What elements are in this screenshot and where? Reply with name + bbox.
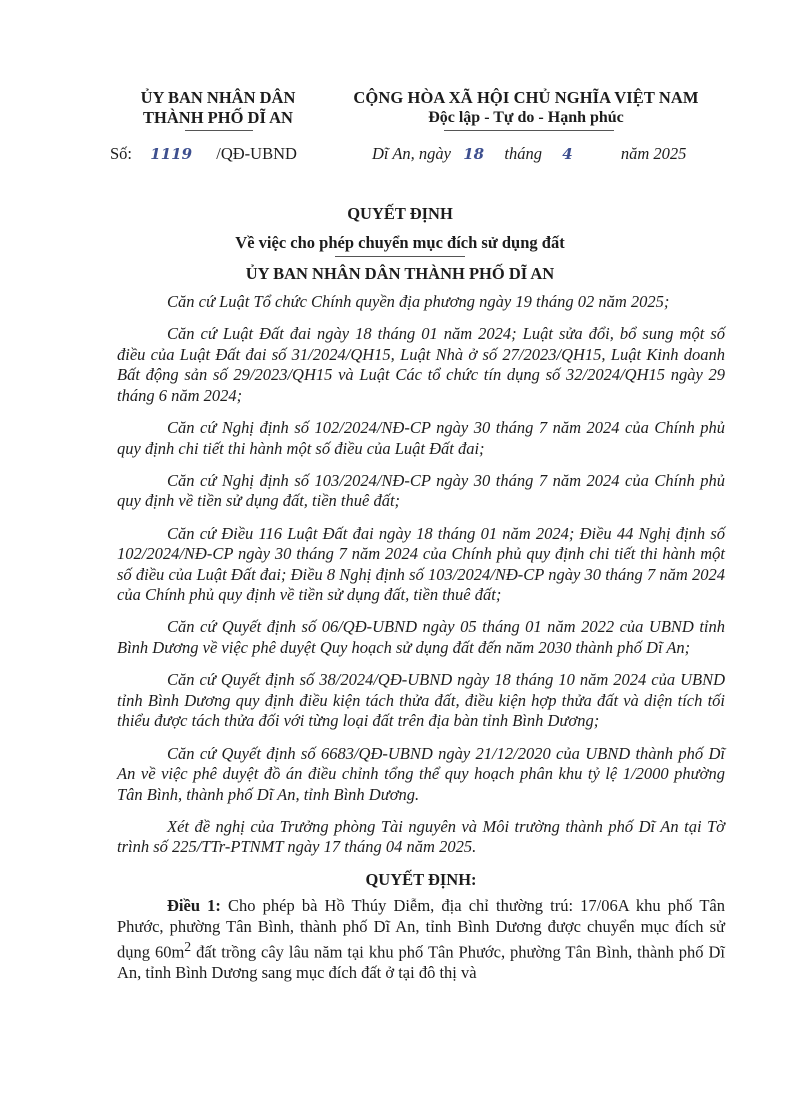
nation-name: CỘNG HÒA XÃ HỘI CHỦ NGHĨA VIỆT NAM [353, 88, 699, 107]
basis-paragraph: Căn cứ Quyết định số 06/QĐ-UBND ngày 05 tháng 01 năm 2022 của UBND tỉnh Bình Dương về việc phê duyệt Quy hoạch sử dụng đất đến năm 2030 thành phố Dĩ An; [117, 617, 725, 657]
basis-paragraph: Căn cứ Nghị định số 103/2024/NĐ-CP ngày 30 tháng 7 năm 2024 của Chính phủ quy định về tiền sử dụng đất, tiền thuê đất; [117, 470, 725, 511]
article-1 [117, 896, 725, 984]
org-line-1: ỦY BAN NHÂN DÂN [140, 88, 296, 107]
issuing-authority [118, 88, 318, 128]
number-suffix: /QĐ-UBND [216, 144, 297, 163]
issue-date [372, 144, 686, 164]
article-1-label: Điều 1: [167, 896, 221, 916]
handwritten-month: 4 [562, 145, 573, 163]
date-prefix: Dĩ An, ngày [372, 144, 451, 163]
subject-underline [335, 256, 465, 257]
national-header [330, 88, 722, 128]
handwritten-number: 1119 [150, 145, 193, 163]
org-line-2: THÀNH PHỐ DĨ AN [143, 108, 293, 127]
month-label: tháng [504, 144, 542, 163]
area-unit-superscript: 2 [184, 939, 192, 955]
motto-underline [444, 130, 614, 131]
basis-paragraph: Căn cứ Quyết định số 38/2024/QĐ-UBND ngày 18 tháng 10 năm 2024 của UBND tỉnh Bình Dương quy định điều kiện tách thửa đất, điều kiện hợp thửa đất và diện tích tối thiểu được tách thửa đối với từng loại đất trên địa bàn tỉnh Bình Dương; [117, 670, 725, 731]
document-number [110, 144, 297, 164]
basis-paragraph: Căn cứ Luật Tổ chức Chính quyền địa phương ngày 19 tháng 02 năm 2025; [167, 292, 670, 311]
number-label: Số: [110, 144, 133, 163]
decision-title: QUYẾT ĐỊNH [347, 204, 453, 223]
proposal-paragraph: Xét đề nghị của Trưởng phòng Tài nguyên và Môi trường thành phố Dĩ An tại Tờ trình số 225/TTr-PTNMT ngày 17 tháng 04 năm 2025. [117, 816, 725, 857]
basis-paragraph: Căn cứ Điều 116 Luật Đất đai ngày 18 tháng 01 năm 2024; Điều 44 Nghị định số 102/2024/NĐ-CP ngày 30 tháng 7 năm 2024 của Chính phủ quy định chi tiết thi hành một số điều của Luật Đất đai; Điều 8 Nghị định số 103/2024/NĐ-CP ngày 30 tháng 7 năm 2024 của Chính phủ quy định về tiền sử dụng đất, tiền thuê đất; [117, 523, 725, 605]
decision-heading: QUYẾT ĐỊNH: [365, 869, 477, 889]
national-motto: Độc lập - Tự do - Hạnh phúc [428, 109, 624, 126]
basis-paragraph: Căn cứ Nghị định số 102/2024/NĐ-CP ngày 30 tháng 7 năm 2024 của Chính phủ quy định chi tiết thi hành một số điều của Luật Đất đai; [117, 418, 725, 458]
authority-underline [185, 130, 253, 131]
article-1-text: Cho phép bà Hồ Thúy Diễm, địa chỉ thường trú: 17/06A khu phố Tân Phước, phường Tân Bình, thành phố Dĩ An, tỉnh Bình Dương được chuyển mục đích sử dụng 60m [117, 896, 725, 962]
decision-body [117, 292, 725, 984]
decision-subject: Về việc cho phép chuyển mục đích sử dụng đất [235, 233, 565, 252]
article-1-text-cont: đất trồng cây lâu năm tại khu phố Tân Phước, phường Tân Bình, thành phố Dĩ An, tỉnh Bình Dương sang mục đích đất ở tại đô thị và [117, 942, 725, 983]
basis-paragraph: Căn cứ Quyết định số 6683/QĐ-UBND ngày 21/12/2020 của UBND thành phố Dĩ An về việc phê duyệt đồ án điều chỉnh tổng thể quy hoạch phân khu tỷ lệ 1/2000 phường Tân Bình, thành phố Dĩ An, tỉnh Bình Dương. [117, 743, 725, 804]
handwritten-day: 18 [463, 145, 485, 163]
basis-paragraph: Căn cứ Luật Đất đai ngày 18 tháng 01 năm 2024; Luật sửa đổi, bổ sung một số điều của Luật Đất đai số 31/2024/QH15, Luật Nhà ở số 27/2023/QH15, Luật Kinh doanh Bất động sản số 29/2023/QH15 và Luật Các tổ chức tín dụng số 32/2024/QH15 ngày 29 tháng 6 năm 2024; [117, 324, 725, 405]
year: năm 2025 [620, 144, 687, 163]
committee-heading: ỦY BAN NHÂN DÂN THÀNH PHỐ DĨ AN [245, 264, 555, 283]
